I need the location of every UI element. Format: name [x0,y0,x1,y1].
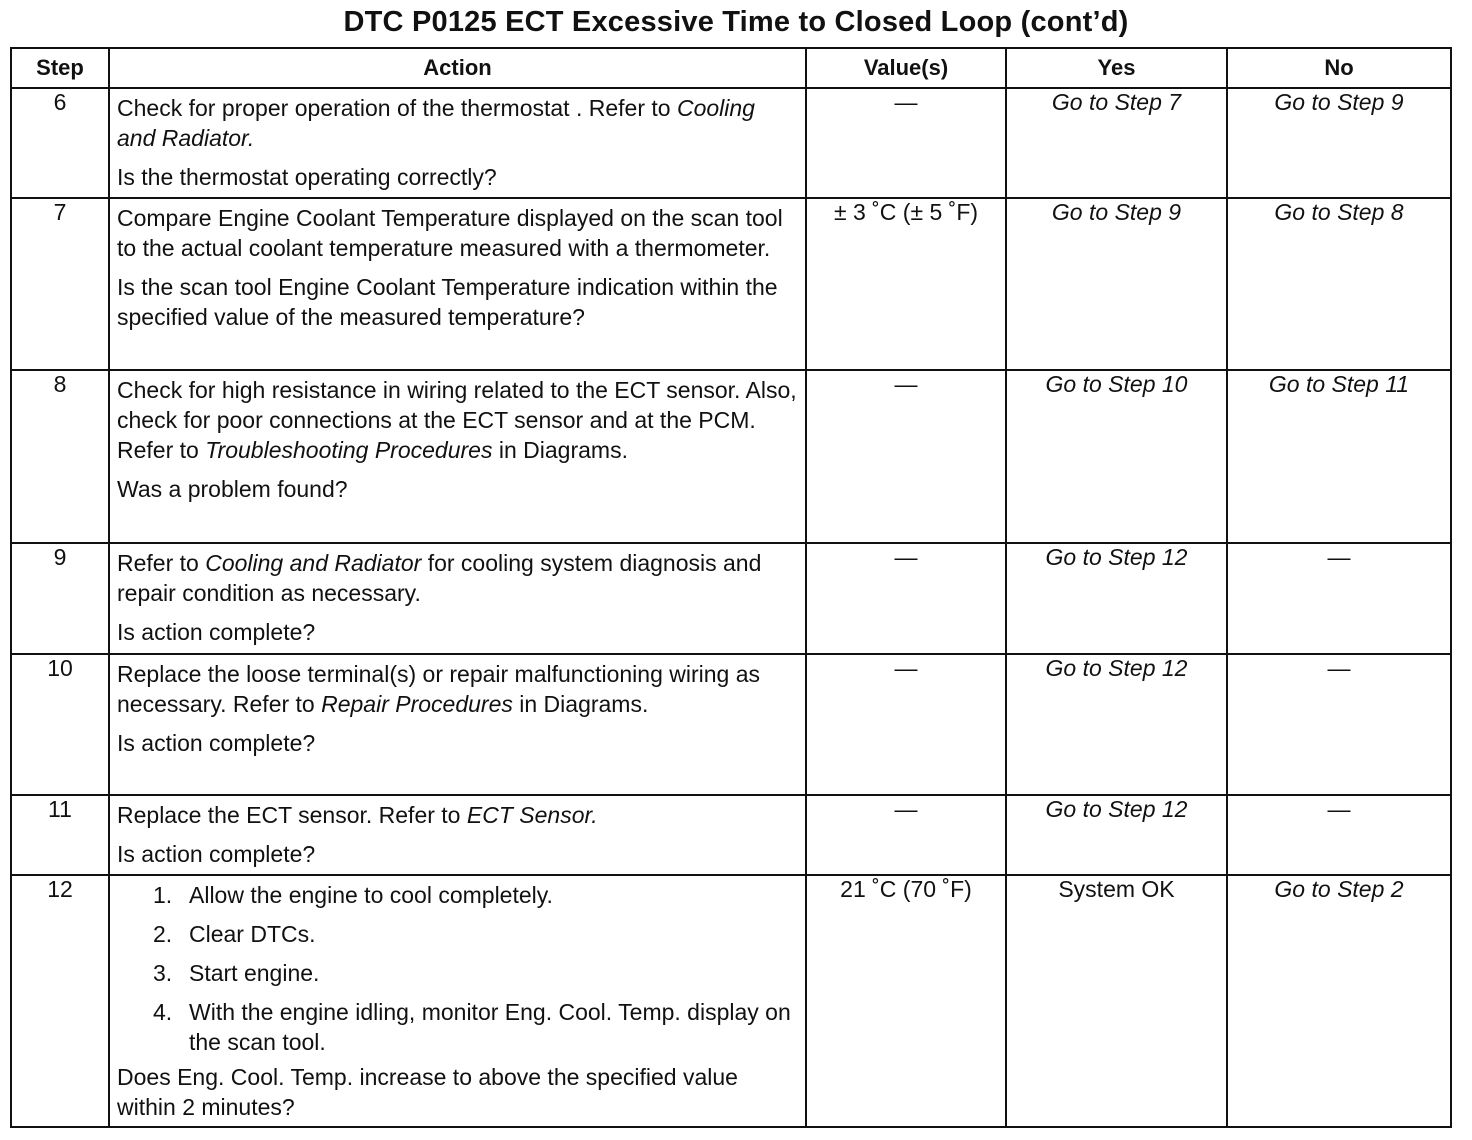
table-row [11,795,1451,875]
substep-item [153,997,799,1057]
value-cell: — [806,654,1006,795]
action-reference: Cooling and Radiator [205,550,422,576]
header-row [11,48,1451,88]
action-cell [109,370,806,543]
action-text: Replace the loose terminal(s) or repair malfunctioning wiring as necessary. Refer to [117,661,761,717]
action-reference: Repair Procedures [321,691,513,717]
action-content [110,544,805,651]
diagnostic-table [10,47,1452,1128]
no-result: — [1227,795,1451,875]
action-text: for cooling system diagnosis and repair condition as necessary. [117,550,762,606]
substep-number: 4. [153,999,173,1025]
yes-result: Go to Step 7 [1006,88,1227,198]
action-instruction [117,375,799,465]
table-row [11,875,1451,1127]
substep-number: 2. [153,921,173,947]
yes-result: Go to Step 12 [1006,543,1227,654]
no-result: Go to Step 9 [1227,88,1451,198]
table-row [11,198,1451,370]
action-cell [109,795,806,875]
header-yes: Yes [1006,48,1227,88]
action-question: Is action complete? [117,841,316,867]
action-question: Does Eng. Cool. Temp. increase to above the specified value within 2 minutes? [117,1064,738,1120]
table-row [11,370,1451,543]
action-content [110,796,805,873]
table-row [11,88,1451,198]
no-result: Go to Step 8 [1227,198,1451,370]
table-header [11,48,1451,88]
yes-result: System OK [1006,875,1227,1127]
action-text: Check for high resistance in wiring related to the ECT sensor. Also, check for poor connections at the ECT sensor and at the PCM. Refer to [117,377,797,463]
action-reference: Troubleshooting Procedures [205,437,493,463]
action-cell [109,654,806,795]
action-text: Replace the ECT sensor. Refer to [117,802,467,828]
header-no: No [1227,48,1451,88]
action-instruction [117,203,799,263]
action-cell [109,198,806,370]
step-number: 12 [11,875,109,1127]
step-number: 7 [11,198,109,370]
step-number: 11 [11,795,109,875]
action-text: Check for proper operation of the thermostat . Refer to [117,95,677,121]
action-content [110,199,805,336]
action-instruction [117,800,799,830]
substep-text: With the engine idling, monitor Eng. Cool. Temp. display on the scan tool. [189,999,791,1055]
value-cell: — [806,543,1006,654]
action-reference: Cooling and Radiator. [117,95,755,151]
step-number: 9 [11,543,109,654]
action-text: Refer to [117,550,206,576]
action-instruction [117,93,799,153]
action-instruction [117,548,799,608]
action-reference: ECT Sensor. [466,802,598,828]
header-step: Step [11,48,109,88]
value-cell: ± 3 ˚C (± 5 ˚F) [806,198,1006,370]
no-result: Go to Step 2 [1227,875,1451,1127]
step-number: 6 [11,88,109,198]
substep-text: Allow the engine to cool completely. [189,882,553,908]
yes-result: Go to Step 10 [1006,370,1227,543]
page-title: DTC P0125 ECT Excessive Time to Closed Loop (cont’d) [343,6,1129,38]
action-instruction [117,659,799,719]
action-cell [109,88,806,198]
action-text: in Diagrams. [512,691,649,717]
action-cell [109,543,806,654]
no-result: — [1227,654,1451,795]
action-text: in Diagrams. [492,437,628,463]
action-cell [109,875,806,1127]
action-question: Is the thermostat operating correctly? [117,164,497,190]
substep-item [153,958,799,988]
action-content [110,876,805,1126]
substep-item [153,919,799,949]
action-question: Was a problem found? [117,476,348,502]
action-text: Compare Engine Coolant Temperature displayed on the scan tool to the actual coolant temperature measured with a thermometer. [117,205,783,261]
value-cell: — [806,795,1006,875]
value-cell: — [806,370,1006,543]
action-content [110,89,805,196]
yes-result: Go to Step 9 [1006,198,1227,370]
no-result: — [1227,543,1451,654]
header-value: Value(s) [806,48,1006,88]
no-result: Go to Step 11 [1227,370,1451,543]
table-body [11,88,1451,1127]
substep-item [153,880,799,910]
action-question: Is the scan tool Engine Coolant Temperature indication within the specified value of the measured temperature? [117,274,778,330]
table-row [11,543,1451,654]
action-content [110,655,805,762]
substep-list [117,880,799,1057]
value-cell: 21 ˚C (70 ˚F) [806,875,1006,1127]
step-number: 8 [11,370,109,543]
step-number: 10 [11,654,109,795]
substep-number: 1. [153,882,173,908]
value-cell: — [806,88,1006,198]
action-question: Is action complete? [117,619,316,645]
table-row [11,654,1451,795]
header-action: Action [109,48,806,88]
substep-text: Clear DTCs. [189,921,316,947]
action-question: Is action complete? [117,730,316,756]
yes-result: Go to Step 12 [1006,654,1227,795]
action-content [110,371,805,508]
yes-result: Go to Step 12 [1006,795,1227,875]
substep-number: 3. [153,960,173,986]
substep-text: Start engine. [189,960,320,986]
